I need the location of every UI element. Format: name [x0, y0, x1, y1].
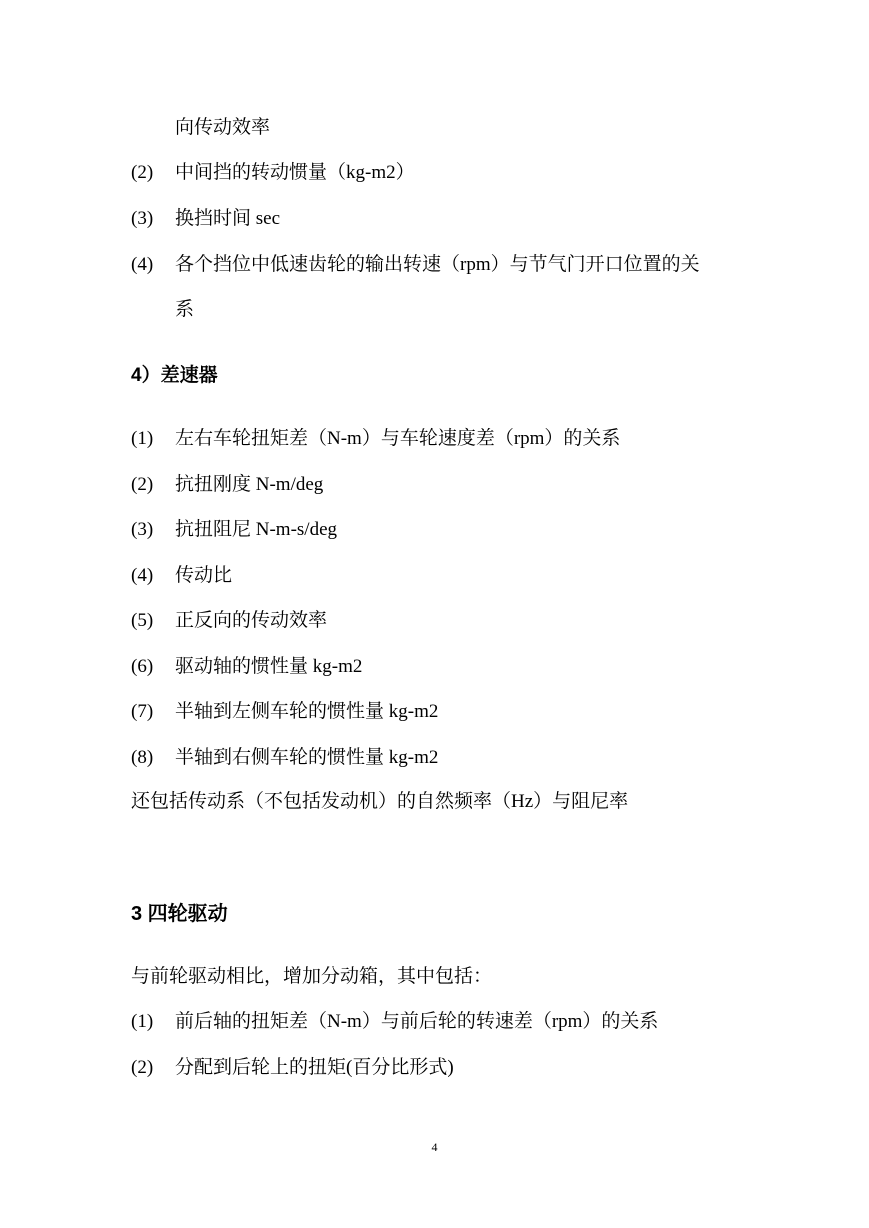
- list-item: [131, 655, 362, 679]
- list-item-number: (1): [131, 428, 154, 449]
- page-number: 4: [431, 1140, 438, 1154]
- list-item: [131, 609, 327, 633]
- list-item: [131, 161, 415, 185]
- list-item-number: (2): [131, 474, 154, 495]
- list-item-continuation: 系: [175, 299, 195, 320]
- list-item-text: 抗扭刚度 N-m/deg: [175, 474, 324, 495]
- differential-note: 还包括传动系（不包括发动机）的自然频率（Hz）与阻尼率: [131, 791, 629, 812]
- list-item: [131, 473, 323, 497]
- list-item: [131, 518, 337, 542]
- section-heading-differential: 4）差速器: [131, 365, 218, 386]
- gearbox-continuation: 向传动效率: [175, 117, 271, 138]
- list-item-number: (4): [131, 254, 154, 275]
- list-item-number: (2): [131, 1057, 154, 1078]
- list-item-number: (3): [131, 519, 154, 540]
- list-item: [131, 564, 232, 588]
- list-item-text: 传动比: [175, 565, 233, 586]
- list-item: [131, 1010, 658, 1034]
- list-item-number: (1): [131, 1011, 154, 1032]
- list-item-text: 换挡时间 sec: [175, 208, 281, 229]
- list-item-text: 分配到后轮上的扭矩(百分比形式): [175, 1057, 454, 1078]
- list-item: [131, 427, 620, 451]
- fourwd-intro: 与前轮驱动相比，增加分动箱，其中包括：: [131, 966, 493, 987]
- list-item: [131, 746, 438, 770]
- list-item: [131, 700, 438, 724]
- list-item-text: 中间挡的转动惯量（kg-m2）: [175, 162, 415, 183]
- list-item-number: (6): [131, 656, 154, 677]
- list-item-number: (8): [131, 747, 154, 768]
- list-item: [131, 207, 280, 231]
- list-item-text: 抗扭阻尼 N-m-s/deg: [175, 519, 338, 540]
- list-item-number: (4): [131, 565, 154, 586]
- list-item-number: (7): [131, 701, 154, 722]
- list-item-number: (2): [131, 162, 154, 183]
- list-item-text: 正反向的传动效率: [175, 610, 328, 631]
- list-item-text: 左右车轮扭矩差（N-m）与车轮速度差（rpm）的关系: [175, 428, 621, 449]
- list-item-text: 驱动轴的惯性量 kg-m2: [175, 656, 363, 677]
- list-item-text: 各个挡位中低速齿轮的输出转速（rpm）与节气门开口位置的关: [175, 254, 700, 275]
- list-item: [131, 253, 700, 277]
- list-item: [131, 1056, 454, 1080]
- list-item-text: 前后轴的扭矩差（N-m）与前后轮的转速差（rpm）的关系: [175, 1011, 659, 1032]
- list-item-number: (3): [131, 208, 154, 229]
- list-item-text: 半轴到左侧车轮的惯性量 kg-m2: [175, 701, 439, 722]
- list-item-text: 半轴到右侧车轮的惯性量 kg-m2: [175, 747, 439, 768]
- section-heading-fourwd: 3 四轮驱动: [131, 903, 228, 925]
- list-item-number: (5): [131, 610, 154, 631]
